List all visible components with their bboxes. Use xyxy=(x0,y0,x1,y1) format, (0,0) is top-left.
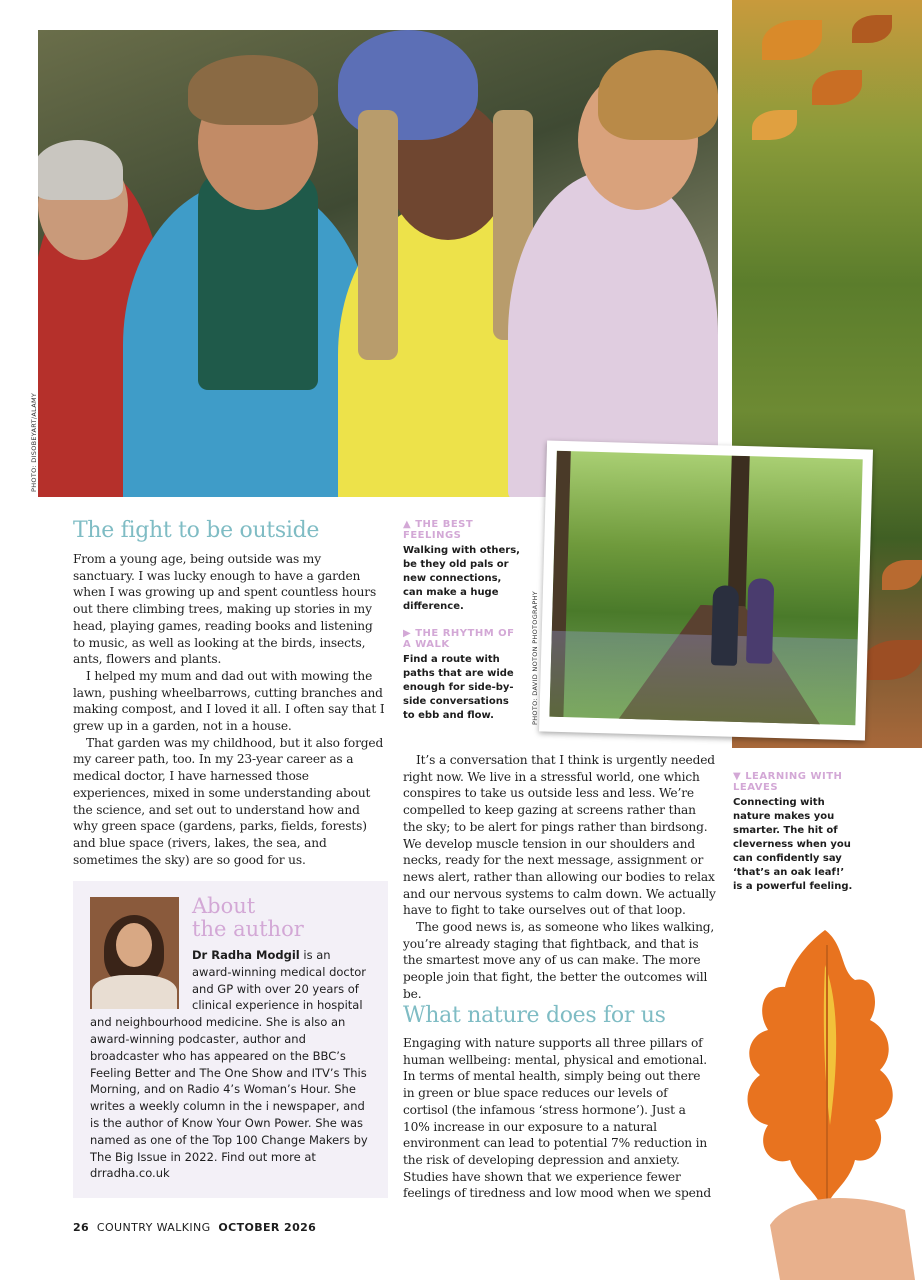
caption-best-feelings xyxy=(403,519,521,614)
author-bio xyxy=(90,947,373,1182)
caption-text: Connecting with nature makes you smarter. The hit of cleverness when you can confidently say ‘that’s an oak leaf!’ is a powerful feeling. xyxy=(733,797,853,892)
caption-text: Find a route with paths that are wide enough for side-by-side conversations to ebb and flow. xyxy=(403,654,514,721)
walkers-in-bluebell-wood-photo xyxy=(539,441,873,741)
paragraph: That garden was my childhood, but it also forged my career path, too. In my 23-year career as a medical doctor, I have harnessed those experiences, mixed in some understanding about the science, and set out to understand how and why green space (gardens, parks, fields, forests) and blue space (rivers, lakes, the sea, and sometimes the sky) are so good for us. xyxy=(73,735,384,867)
oak-leaf-in-hand-photo xyxy=(730,925,915,1280)
photo-credit-walk: PHOTO: DAVID NOTON PHOTOGRAPHY xyxy=(531,590,539,725)
author-name: Dr Radha Modgil xyxy=(192,948,300,962)
author-bio-text: is an award-winning medical doctor and GP with over 20 years of clinical experience in hospital and neighbourhood medicine. She is also an award-winning podcaster, author and broadcaster who has appeared on the BBC’s Feeling Better and The One Show and ITV’s This Morning, and on Radio 4’s Woman’s Hour. She writes a weekly column in the i newspaper, and is the author of Know Your Own Power. She was named as one of the Top 100 Change Makers by The Big Issue in 2022. Find out more at drradha.co.uk xyxy=(90,948,368,1181)
page-footer xyxy=(73,1221,316,1234)
about-the-author-box xyxy=(73,881,388,1198)
paragraph: I helped my mum and dad out with mowing the lawn, pushing wheelbarrows, cutting branches and making compost, and I loved it all. I often say that I grew up in a garden, not in a house. xyxy=(73,668,385,734)
about-heading: About the author xyxy=(192,894,304,941)
middle-body xyxy=(403,752,717,1003)
issue-date: OCTOBER 2026 xyxy=(218,1221,317,1234)
photo-credit-hero: PHOTO: DISOBEYART/ALAMY xyxy=(30,392,38,492)
paragraph: Engaging with nature supports all three pillars of human wellbeing: mental, physical and emotional. In terms of mental health, simply being out there in green or blue space reduces our levels of cortisol (the infamous ‘stress hormone’). Just a 10% increase in our exposure to a natural environment can lead to potential 7% reduction in the risk of developing depression and anxiety. Studies have shown that we experience fewer feelings of tiredness and low mood when we spend xyxy=(403,1036,712,1201)
triangle-down-icon: ▼ xyxy=(733,771,742,782)
paragraph: The good news is, as someone who likes walking, you’re already staging that fightback, and that is the smartest move any of us can make. The more people join that fight, the better the outcomes will be. xyxy=(403,920,715,1001)
triangle-up-icon: ▲ xyxy=(403,519,412,530)
hero-photo-group-laughing xyxy=(38,30,718,497)
paragraph: It’s a conversation that I think is urgently needed right now. We live in a stressful world, one which conspires to take us outside less and less. We’re compelled to keep gazing at screens rather than the sky; to be alert for pings rather than birdsong. We develop muscle tension in our shoulders and necks, ready for the next message, assignment or news alert, rather than allowing our bodies to relax and our nervous systems to calm down. We actually have to fight to take ourselves out of that loop. xyxy=(403,753,716,918)
page-number: 26 xyxy=(73,1221,90,1234)
section-heading-what-nature-does: What nature does for us xyxy=(403,1003,666,1028)
magazine-name: COUNTRY WALKING xyxy=(96,1221,211,1234)
caption-title: ▲ THE BEST FEELINGS xyxy=(403,519,474,541)
section-heading-fight-outside: The fight to be outside xyxy=(73,518,320,543)
paragraph: From a young age, being outside was my sanctuary. I was lucky enough to have a garden when I was growing up and spent countless hours out there climbing trees, making up stories in my head, playing games, reading books and listening to music, as well as looking at the birds, insects, ants, flowers and plants. xyxy=(73,552,377,667)
caption-text: Walking with others, be they old pals or new connections, can make a huge difference. xyxy=(403,545,520,612)
caption-learning-leaves xyxy=(733,771,853,894)
triangle-right-icon: ▶ xyxy=(403,628,412,639)
section2-body xyxy=(403,1035,715,1202)
section1-body xyxy=(73,551,386,868)
caption-rhythm-walk xyxy=(403,628,521,723)
caption-title: ▶ THE RHYTHM OF A WALK xyxy=(403,628,515,650)
caption-title: ▼ LEARNING WITH LEAVES xyxy=(733,771,843,793)
